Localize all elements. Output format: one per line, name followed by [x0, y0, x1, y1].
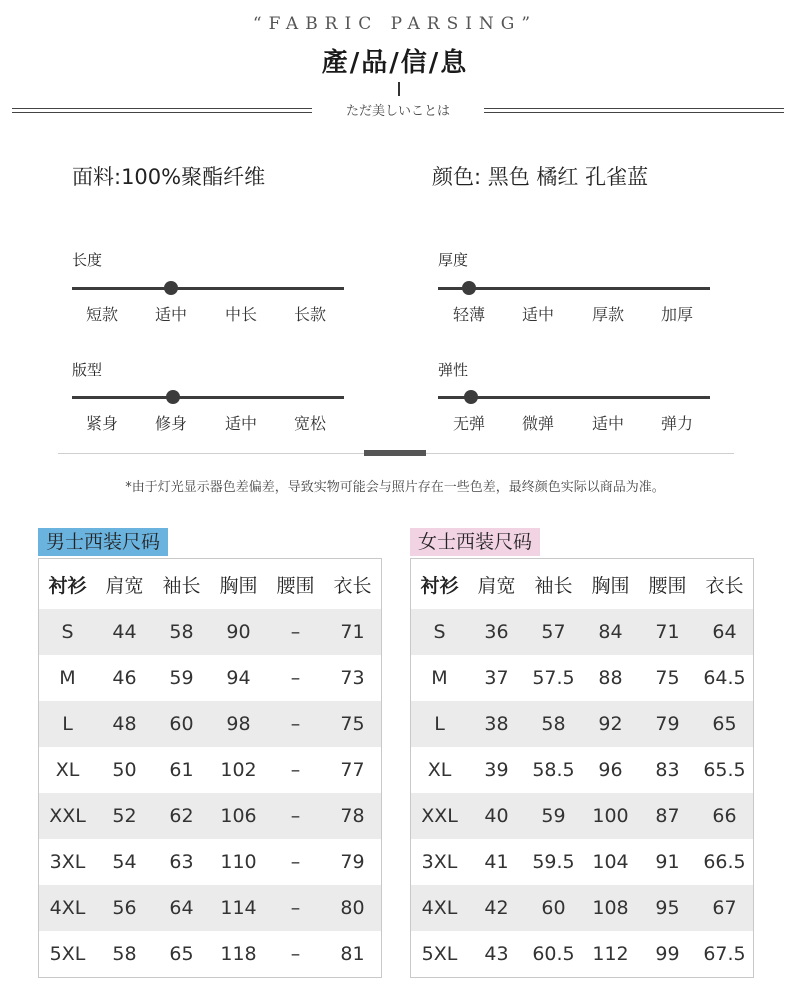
attribute-option: 微弹 — [521, 414, 554, 433]
table-cell: S — [433, 621, 446, 643]
column-header: 腰围 — [276, 574, 315, 597]
table-cell: 57.5 — [532, 667, 575, 689]
table-cell: S — [61, 621, 74, 643]
table-cell: 110 — [220, 851, 257, 873]
attribute-option: 无弹 — [452, 414, 485, 433]
table-cell: XXL — [421, 805, 458, 827]
attribute-track — [438, 396, 710, 399]
attribute-knob — [464, 390, 478, 404]
table-cell: 56 — [112, 897, 137, 919]
table-cell: 100 — [592, 805, 629, 827]
table-cell: 52 — [112, 805, 137, 827]
table-cell: 106 — [220, 805, 257, 827]
table-cell: 58 — [541, 713, 566, 735]
table-cell: 63 — [169, 851, 194, 873]
table-cell: 58 — [169, 621, 194, 643]
table-cell: M — [431, 667, 448, 689]
table-cell: L — [434, 713, 445, 735]
attribute-label: 厚度 — [438, 251, 469, 269]
table-row — [39, 885, 381, 931]
table-cell: 96 — [598, 759, 623, 781]
table-cell: 79 — [655, 713, 680, 735]
table-cell: 66 — [712, 805, 737, 827]
table-header-row — [39, 559, 381, 609]
table-cell: 64 — [712, 621, 737, 643]
attribute-option: 适中 — [154, 305, 187, 324]
table-cell: 3XL — [49, 851, 86, 873]
table-row — [411, 609, 753, 655]
table-cell: 95 — [655, 897, 680, 919]
table-row — [411, 885, 753, 931]
table-cell: 80 — [340, 897, 365, 919]
subtitle: ただ美しいことは — [345, 104, 450, 119]
table-cell: 40 — [484, 805, 509, 827]
table-row — [39, 793, 381, 839]
table-cell: 67 — [712, 897, 737, 919]
mens-size-title: 男士西装尺码 — [38, 528, 168, 556]
table-cell: 59 — [541, 805, 566, 827]
table-cell: 58 — [112, 943, 137, 965]
table-cell: 92 — [598, 713, 623, 735]
table-row — [411, 839, 753, 885]
table-cell: 102 — [220, 759, 257, 781]
table-cell: 4XL — [421, 897, 458, 919]
table-cell: 77 — [340, 759, 365, 781]
table-cell: 91 — [655, 851, 680, 873]
attribute-option: 弹力 — [660, 414, 693, 433]
table-cell: M — [59, 667, 76, 689]
table-cell: 114 — [220, 897, 257, 919]
attribute-option: 适中 — [591, 414, 624, 433]
column-header: 肩宽 — [477, 574, 516, 597]
table-cell: 108 — [592, 897, 629, 919]
column-header: 胸围 — [591, 574, 630, 597]
table-cell: XXL — [49, 805, 86, 827]
table-row — [39, 839, 381, 885]
table-cell: 71 — [340, 621, 365, 643]
table-row — [411, 747, 753, 793]
table-cell: 48 — [112, 713, 137, 735]
attribute-option: 长款 — [293, 305, 326, 324]
table-cell: 88 — [598, 667, 623, 689]
table-cell: 5XL — [49, 943, 86, 965]
table-cell: – — [290, 621, 301, 643]
table-cell: 65 — [169, 943, 194, 965]
table-cell: – — [290, 851, 301, 873]
column-header: 衣长 — [705, 574, 744, 597]
table-cell: 58.5 — [532, 759, 575, 781]
table-cell: 104 — [592, 851, 629, 873]
attribute-label: 弹性 — [438, 361, 469, 379]
table-cell: 46 — [112, 667, 137, 689]
table-cell: 94 — [226, 667, 251, 689]
attribute-track — [72, 396, 344, 399]
table-cell: 112 — [592, 943, 629, 965]
column-header: 胸围 — [219, 574, 258, 597]
table-row — [39, 609, 381, 655]
table-cell: 60.5 — [532, 943, 575, 965]
table-cell: 65 — [712, 713, 737, 735]
table-cell: 99 — [655, 943, 680, 965]
table-row — [39, 655, 381, 701]
table-cell: 39 — [484, 759, 509, 781]
table-cell: 5XL — [421, 943, 458, 965]
table-cell: – — [290, 667, 301, 689]
table-header-row — [411, 559, 753, 609]
column-header: 衬衫 — [48, 574, 87, 597]
page-title: 產/品/信/息 — [321, 48, 469, 78]
table-cell: 98 — [226, 713, 251, 735]
mens-size-table — [38, 558, 382, 978]
table-cell: 54 — [112, 851, 137, 873]
table-cell: 37 — [484, 667, 509, 689]
attribute-option: 紧身 — [85, 414, 118, 433]
table-cell: 59 — [169, 667, 194, 689]
attribute-track — [72, 287, 344, 290]
column-header: 腰围 — [648, 574, 687, 597]
table-cell: 36 — [484, 621, 509, 643]
table-row — [411, 701, 753, 747]
header-rule-left — [12, 108, 312, 113]
attribute-option: 修身 — [154, 414, 187, 433]
table-cell: 64.5 — [703, 667, 746, 689]
section-divider-mark — [364, 450, 426, 456]
column-header: 衣长 — [333, 574, 372, 597]
table-cell: 3XL — [421, 851, 458, 873]
table-cell: 79 — [340, 851, 365, 873]
table-cell: 61 — [169, 759, 194, 781]
table-cell: – — [290, 759, 301, 781]
table-cell: 44 — [112, 621, 137, 643]
table-cell: 75 — [340, 713, 365, 735]
table-cell: 42 — [484, 897, 509, 919]
column-header: 袖长 — [534, 574, 573, 597]
title-divider — [398, 82, 400, 96]
table-cell: 64 — [169, 897, 194, 919]
table-row — [411, 793, 753, 839]
table-cell: 50 — [112, 759, 137, 781]
womens-size-title: 女士西装尺码 — [410, 528, 540, 556]
attribute-option: 宽松 — [293, 414, 326, 433]
fabric-info: 面料:100%聚酯纤维 — [72, 165, 266, 189]
table-cell: 59.5 — [532, 851, 575, 873]
table-row — [39, 701, 381, 747]
color-disclaimer: *由于灯光显示器色差偏差，导致实物可能会与照片存在一些色差，最终颜色实际以商品为准。 — [125, 480, 665, 495]
table-row — [39, 747, 381, 793]
table-cell: XL — [427, 759, 452, 781]
attribute-option: 适中 — [224, 414, 257, 433]
table-row — [411, 655, 753, 701]
table-cell: 67.5 — [703, 943, 746, 965]
attribute-label: 长度 — [72, 251, 103, 269]
table-cell: 73 — [340, 667, 365, 689]
attribute-option: 加厚 — [660, 305, 693, 324]
table-cell: – — [290, 897, 301, 919]
table-cell: 83 — [655, 759, 680, 781]
attribute-label: 版型 — [72, 361, 103, 379]
table-cell: 57 — [541, 621, 566, 643]
header-rule-right — [484, 108, 784, 113]
attribute-knob — [166, 390, 180, 404]
table-cell: 66.5 — [703, 851, 746, 873]
table-cell: – — [290, 713, 301, 735]
womens-size-table — [410, 558, 754, 978]
table-cell: L — [62, 713, 73, 735]
table-cell: 41 — [484, 851, 509, 873]
table-cell: 75 — [655, 667, 680, 689]
column-header: 肩宽 — [105, 574, 144, 597]
color-info: 颜色: 黑色 橘红 孔雀蓝 — [432, 165, 649, 189]
attribute-knob — [164, 281, 178, 295]
table-cell: XL — [55, 759, 80, 781]
column-header: 袖长 — [162, 574, 201, 597]
table-row — [411, 931, 753, 977]
column-header: 衬衫 — [420, 574, 459, 597]
attribute-knob — [462, 281, 476, 295]
table-cell: 71 — [655, 621, 680, 643]
table-cell: 78 — [340, 805, 365, 827]
eyebrow-text: “FABRIC PARSING” — [252, 14, 538, 34]
attribute-option: 厚款 — [591, 305, 624, 324]
table-row — [39, 931, 381, 977]
table-cell: 62 — [169, 805, 194, 827]
attribute-option: 适中 — [521, 305, 554, 324]
table-cell: 118 — [220, 943, 257, 965]
attribute-option: 短款 — [85, 305, 118, 324]
table-cell: 90 — [226, 621, 251, 643]
attribute-track — [438, 287, 710, 290]
table-cell: 60 — [541, 897, 566, 919]
table-cell: 38 — [484, 713, 509, 735]
attribute-option: 中长 — [224, 305, 257, 324]
table-cell: 87 — [655, 805, 680, 827]
table-cell: – — [290, 805, 301, 827]
table-cell: 81 — [340, 943, 365, 965]
table-cell: – — [290, 943, 301, 965]
table-cell: 84 — [598, 621, 623, 643]
table-cell: 60 — [169, 713, 194, 735]
table-cell: 4XL — [49, 897, 86, 919]
table-cell: 43 — [484, 943, 509, 965]
table-cell: 65.5 — [703, 759, 746, 781]
attribute-option: 轻薄 — [452, 305, 485, 324]
